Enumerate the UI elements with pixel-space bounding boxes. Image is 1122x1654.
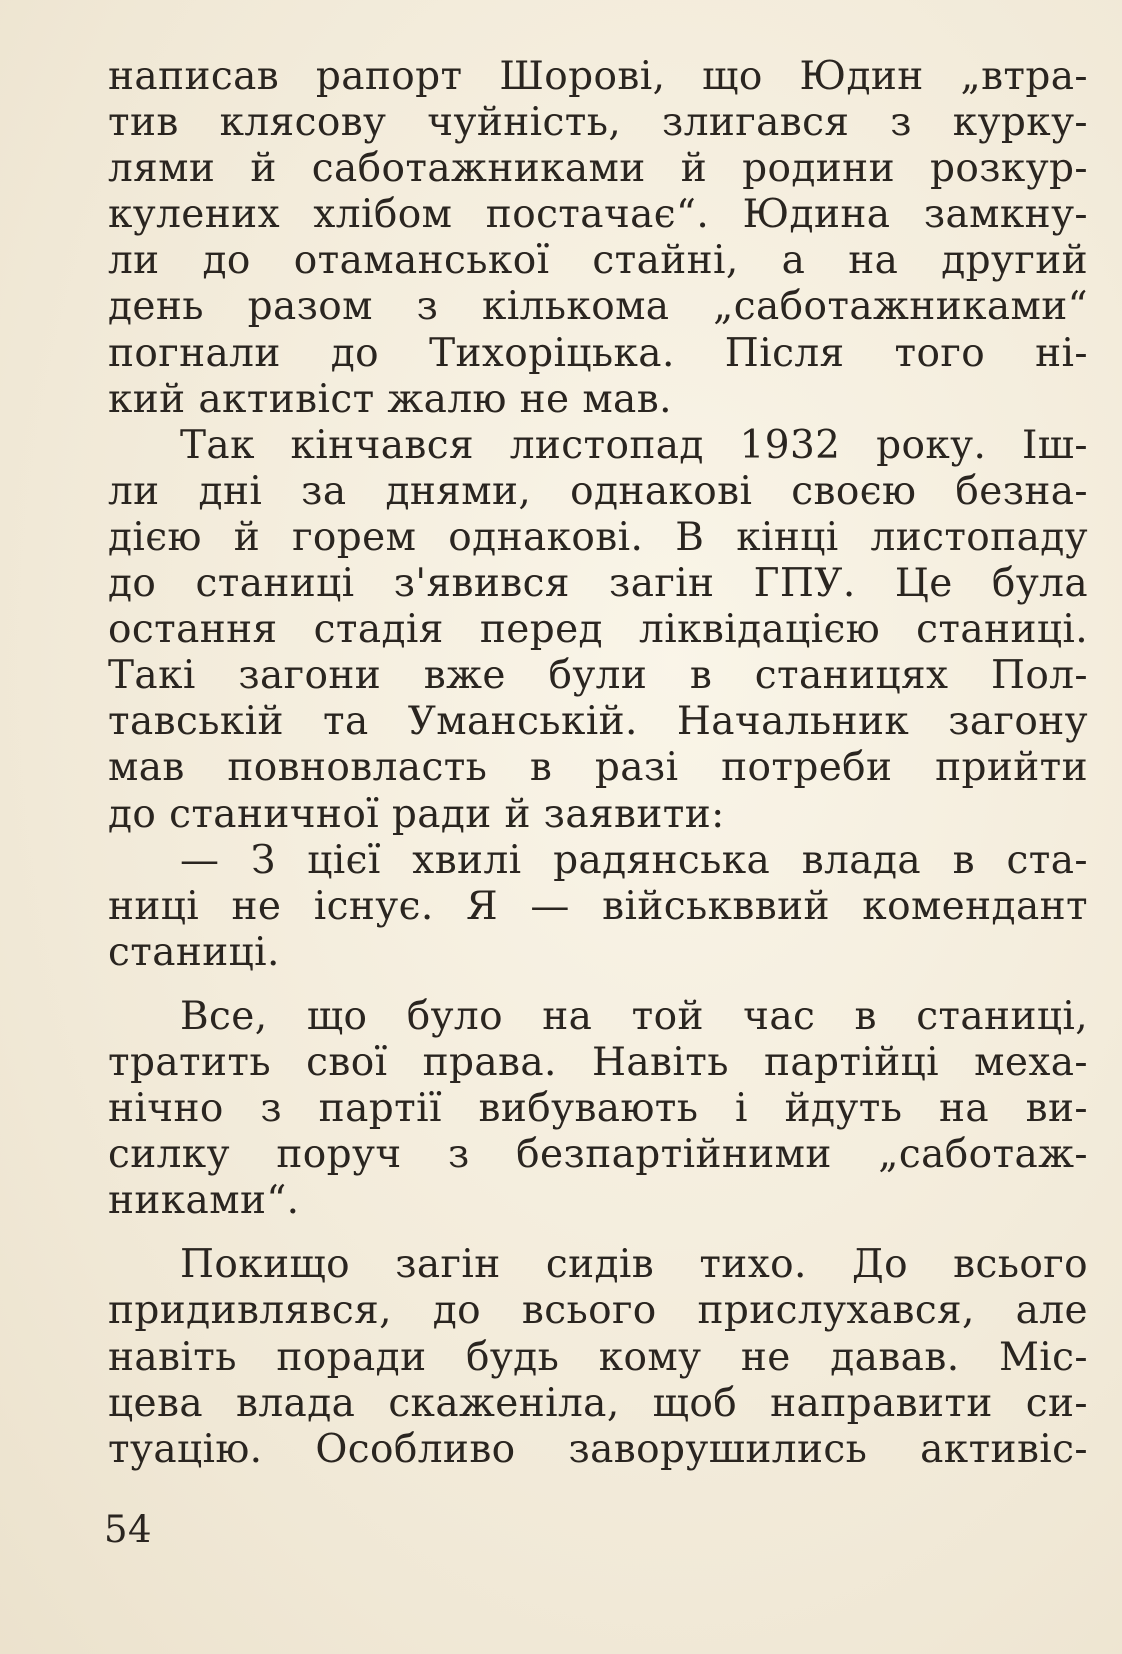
text-line: день разом з кількома „саботажниками“ <box>108 284 1088 330</box>
text-line: никами“. <box>108 1178 300 1224</box>
text-line: до станиці з'явився загін ГПУ. Це була <box>108 561 1088 607</box>
text-line: кий активіст жалю не мав. <box>108 376 672 422</box>
text-line: Так кінчався листопад 1932 року. Іш- <box>180 422 1088 468</box>
page-number: 54 <box>104 1508 153 1551</box>
text-line: мав повновласть в разі потреби прийти <box>108 745 1088 791</box>
text-line: остання стадія перед ліквідацією станиці. <box>108 607 1088 653</box>
text-line: Все, що було на той час в станиці, <box>180 993 1088 1039</box>
text-line: написав рапорт Шорові, що Юдин „втра- <box>108 54 1088 99</box>
text-line: станиці. <box>108 929 280 975</box>
text-line: — З цієї хвилі радянська влада в ста- <box>180 837 1088 883</box>
text-line: дією й горем однакові. В кінці листопаду <box>108 514 1088 560</box>
text-line: силку поруч з безпартійними „саботаж- <box>108 1132 1088 1178</box>
text-line: до станичної ради й заявити: <box>108 791 725 837</box>
text-line: тавській та Уманській. Начальник загону <box>108 699 1088 745</box>
text-line: навіть поради будь кому не давав. Міс- <box>108 1334 1088 1380</box>
text-line: ли дні за днями, однакові своєю безна- <box>108 468 1088 514</box>
text-line: погнали до Тихоріцька. Після того ні- <box>108 330 1088 376</box>
text-line: цева влада скаженіла, щоб направити си- <box>108 1380 1088 1426</box>
text-line: нічно з партії вибувають і йдуть на ви- <box>108 1086 1088 1132</box>
text-line: лями й саботажниками й родини розкур- <box>108 146 1088 192</box>
text-line: ли до отаманської стайні, а на другий <box>108 238 1088 284</box>
text-line: придивлявся, до всього прислухався, але <box>108 1288 1088 1334</box>
text-line: туацію. Особливо заворушились активіс- <box>108 1426 1088 1472</box>
body-text <box>108 54 1088 1473</box>
text-line: кулених хлібом постачає“. Юдина замкну- <box>108 192 1088 238</box>
text-line: Покищо загін сидів тихо. До всього <box>180 1242 1088 1288</box>
text-line: тив клясову чуйність, злигався з курку- <box>108 100 1088 146</box>
text-line: Такі загони вже були в станицях Пол- <box>108 653 1088 699</box>
text-line: ниці не існує. Я — військввий комендант <box>108 883 1088 929</box>
text-line: тратить свої права. Навіть партійці меха- <box>108 1039 1088 1085</box>
